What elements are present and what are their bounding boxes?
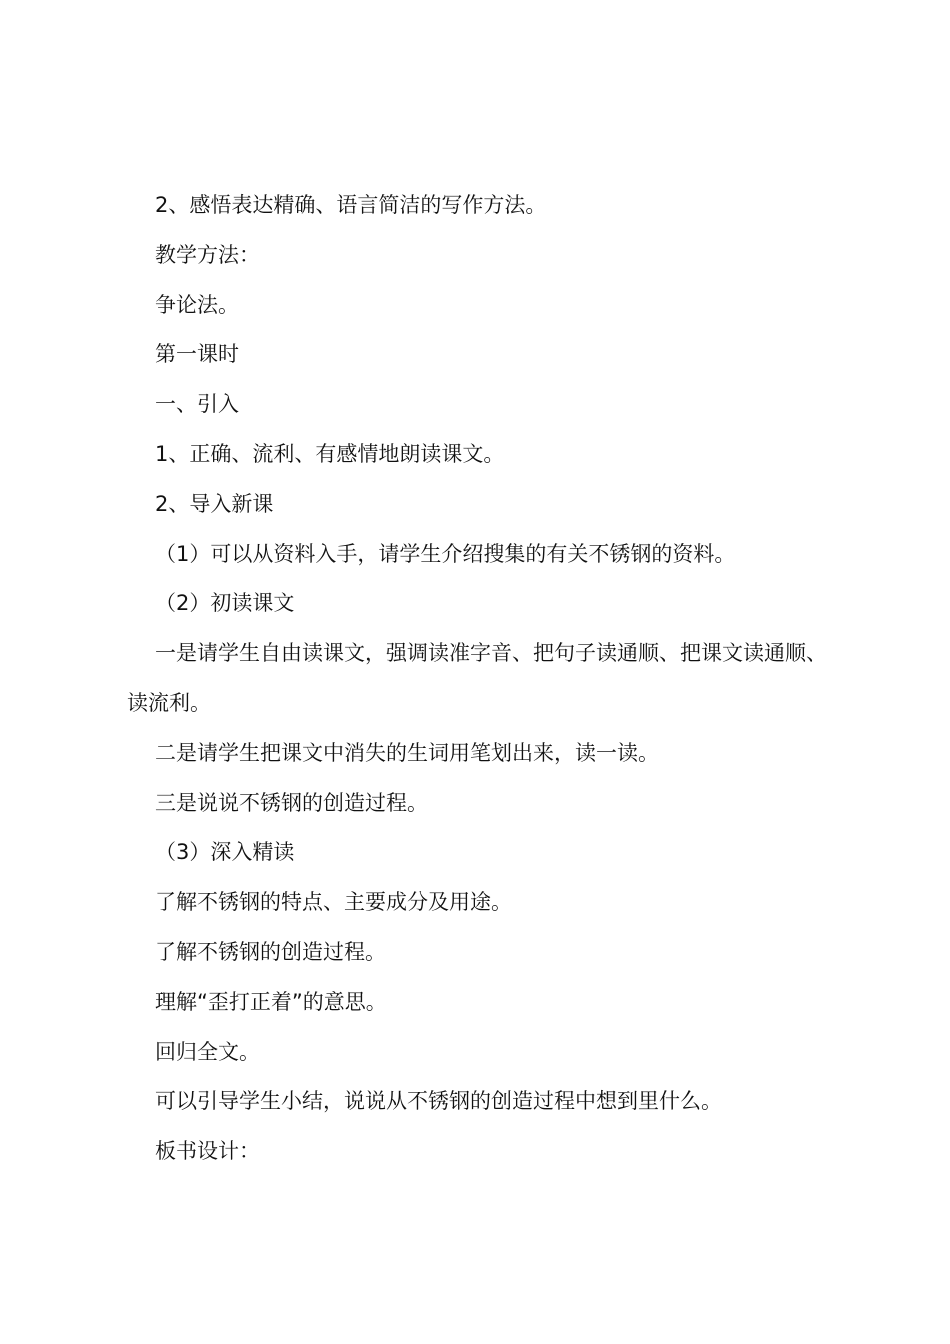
paragraph-step-1: （1）可以从资料入手，请学生介绍搜集的有关不锈钢的资料。 <box>155 541 736 566</box>
paragraph-summary: 可以引导学生小结，说说从不锈钢的创造过程中想到里什么。 <box>155 1089 722 1114</box>
paragraph-debate-method: 争论法。 <box>155 292 239 317</box>
paragraph-board-design: 板书设计： <box>155 1139 260 1164</box>
paragraph-understand-process: 了解不锈钢的创造过程。 <box>155 939 386 964</box>
paragraph-read-aloud: 1、正确、流利、有感情地朗读课文。 <box>155 441 505 466</box>
paragraph-first-lesson: 第一课时 <box>155 342 239 367</box>
document-body <box>127 181 833 1177</box>
paragraph-new-words: 二是请学生把课文中消失的生词用笔划出来，读一读。 <box>155 740 659 765</box>
paragraph-return-full-text: 回归全文。 <box>155 1039 260 1064</box>
paragraph-step-2: （2）初读课文 <box>155 591 295 616</box>
paragraph-free-reading: 一是请学生自由读课文，强调读准字音、把句子读通顺、把课文读通顺、读流利。 <box>127 641 827 715</box>
paragraph-writing-method: 2、感悟表达精确、语言简洁的写作方法。 <box>155 193 547 217</box>
paragraph-teaching-method-heading: 教学方法： <box>155 242 260 267</box>
paragraph-intro-heading: 一、引入 <box>155 392 239 417</box>
paragraph-idiom-meaning: 理解“歪打正着”的意思。 <box>155 989 387 1014</box>
paragraph-features: 了解不锈钢的特点、主要成分及用途。 <box>155 890 512 915</box>
paragraph-creation-process: 三是说说不锈钢的创造过程。 <box>155 790 428 815</box>
paragraph-step-3: （3）深入精读 <box>155 840 295 865</box>
paragraph-new-lesson: 2、导入新课 <box>155 491 274 516</box>
